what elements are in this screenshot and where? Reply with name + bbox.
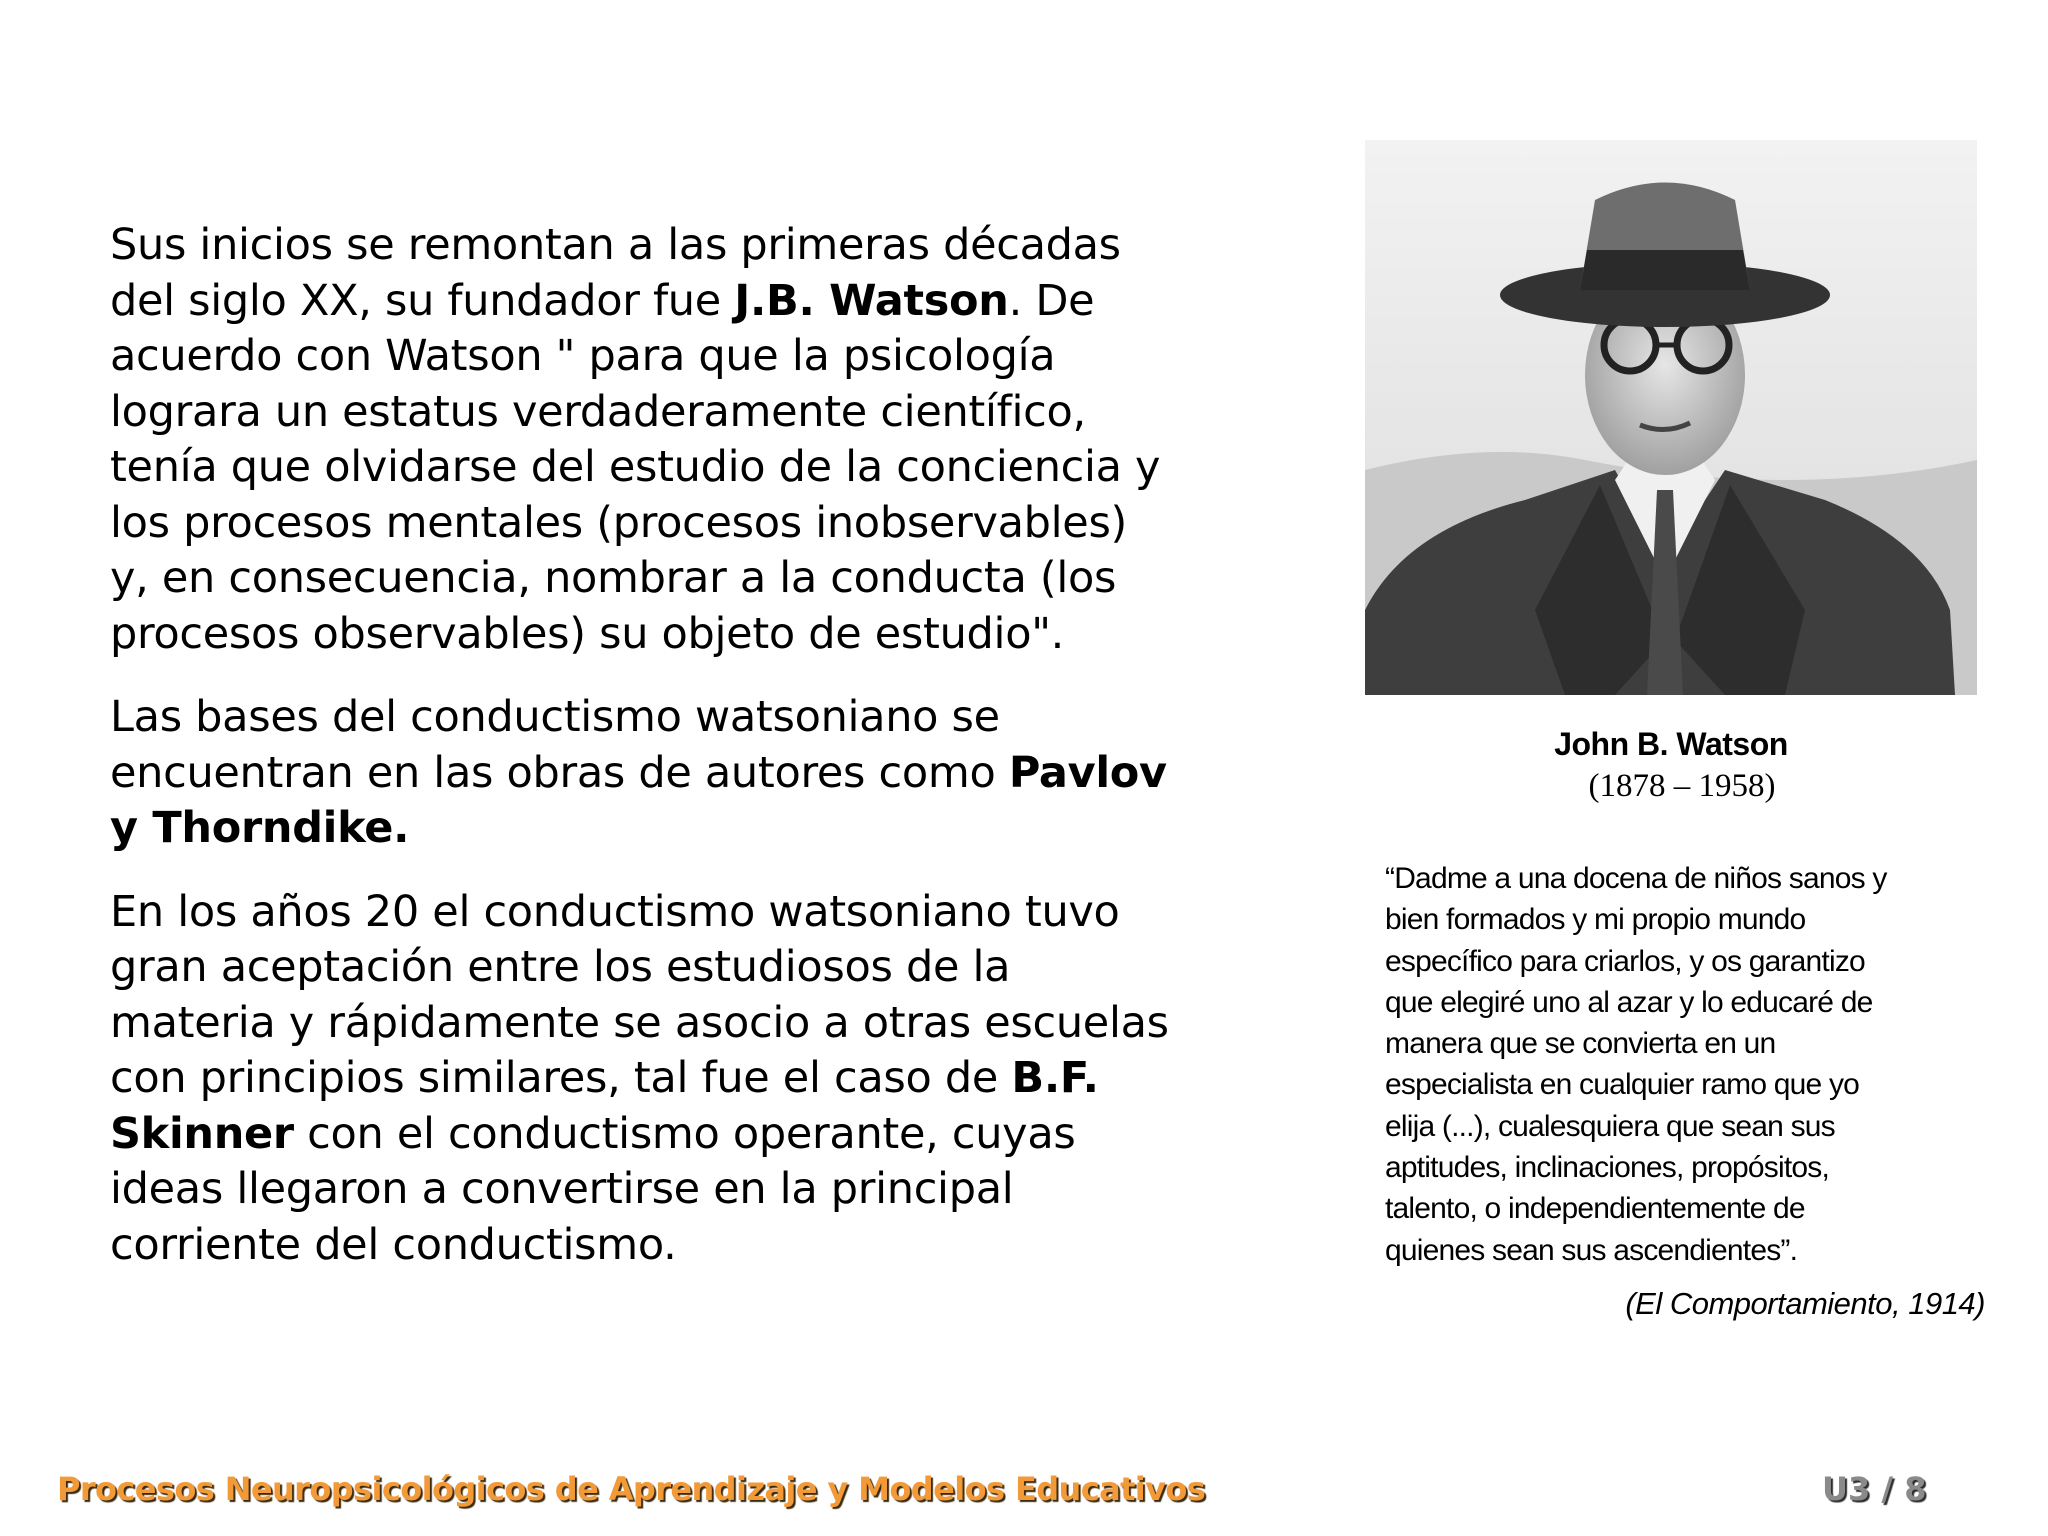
course-title: Procesos Neuropsicológicos de Aprendizaje y Modelos Educativos [57, 1470, 1206, 1508]
text-run: Sus inicios se remontan a las primeras décadas [110, 220, 1121, 270]
text-run: con principios similares, tal fue el caso de [110, 1053, 1012, 1103]
emphasized-text: J.B. Watson [734, 275, 1009, 326]
text-run: materia y rápidamente se asocio a otras escuelas [110, 997, 1169, 1048]
emphasized-text: Skinner [110, 1108, 294, 1159]
text-line [110, 885, 1290, 941]
quote-line: elija (...), cualesquiera que sean sus [1385, 1109, 1835, 1143]
text-line [110, 385, 1290, 441]
text-line [110, 607, 1290, 663]
text-run: tenía que olvidarse del estudio de la conciencia y [110, 442, 1161, 492]
quote-line: manera que se convierta en un [1385, 1027, 1776, 1061]
text-line [110, 1218, 1290, 1274]
quote-line: aptitudes, inclinaciones, propósitos, [1385, 1151, 1830, 1185]
quote-line: “Dadme a una docena de niños sanos y [1385, 862, 1887, 895]
text-line [110, 940, 1290, 996]
text-line [110, 440, 1290, 496]
text-run: con el conductismo operante, cuyas [293, 1108, 1076, 1159]
text-line [110, 496, 1290, 552]
text-line [110, 218, 1290, 274]
body-paragraph [110, 885, 1290, 1274]
text-line [110, 1051, 1290, 1107]
text-run: acuerdo con Watson " para que la psicología [110, 331, 1056, 381]
portrait-photo [1365, 140, 1977, 695]
text-line [110, 1162, 1290, 1218]
text-run: encuentran en las obras de autores como [110, 747, 1009, 798]
text-run: En los años 20 el conductismo watsoniano tuvo [110, 886, 1120, 937]
emphasized-text: y Thorndike. [110, 803, 410, 853]
text-line [110, 746, 1290, 802]
emphasized-text: Pavlov [1008, 747, 1167, 798]
text-line [110, 801, 1290, 857]
watson-quote [1385, 858, 2005, 1271]
page-indicator: U3 / 8 [1822, 1470, 1927, 1508]
quote-line: bien formados y mi propio mundo [1385, 903, 1806, 937]
portrait-photo-icon [1365, 140, 1977, 695]
body-paragraph [110, 218, 1290, 662]
text-run: corriente del conductismo. [110, 1219, 677, 1270]
quote-source: (El Comportamiento, 1914) [1625, 1286, 1985, 1321]
quote-line: que elegiré uno al azar y lo educaré de [1385, 985, 1873, 1019]
quote-line: especialista en cualquier ramo que yo [1385, 1068, 1860, 1102]
text-run: del siglo XX, su fundador fue [110, 275, 735, 326]
portrait-caption [1365, 723, 1977, 807]
emphasized-text: B.F. [1011, 1053, 1099, 1103]
body-paragraph [110, 690, 1290, 857]
text-line [110, 996, 1290, 1052]
portrait-name: John B. Watson [1554, 726, 1788, 762]
quote-line: talento, o independientemente de [1385, 1192, 1805, 1226]
text-run: . De [1008, 275, 1095, 326]
text-run: procesos observables) su objeto de estudio". [110, 608, 1065, 659]
text-line [110, 329, 1290, 385]
text-line [110, 274, 1290, 330]
text-run: ideas llegaron a convertirse en la principal [110, 1164, 1014, 1214]
quote-line: quienes sean sus ascendientes”. [1385, 1233, 1798, 1267]
text-line [110, 690, 1290, 746]
quote-line: específico para criarlos, y os garantizo [1385, 944, 1865, 978]
text-run: Las bases del conductismo watsoniano se [110, 692, 1000, 742]
text-run: lograra un estatus verdaderamente científico, [110, 386, 1086, 437]
text-run: gran aceptación entre los estudiosos de la [110, 942, 1011, 992]
text-run: y, en consecuencia, nombrar a la conducta (los [110, 553, 1117, 603]
text-line [110, 551, 1290, 607]
text-run: los procesos mentales (procesos inobservables) [110, 497, 1128, 548]
body-text [110, 218, 1290, 1301]
text-line [110, 1107, 1290, 1163]
portrait-years: (1878 – 1958) [1588, 768, 1776, 804]
